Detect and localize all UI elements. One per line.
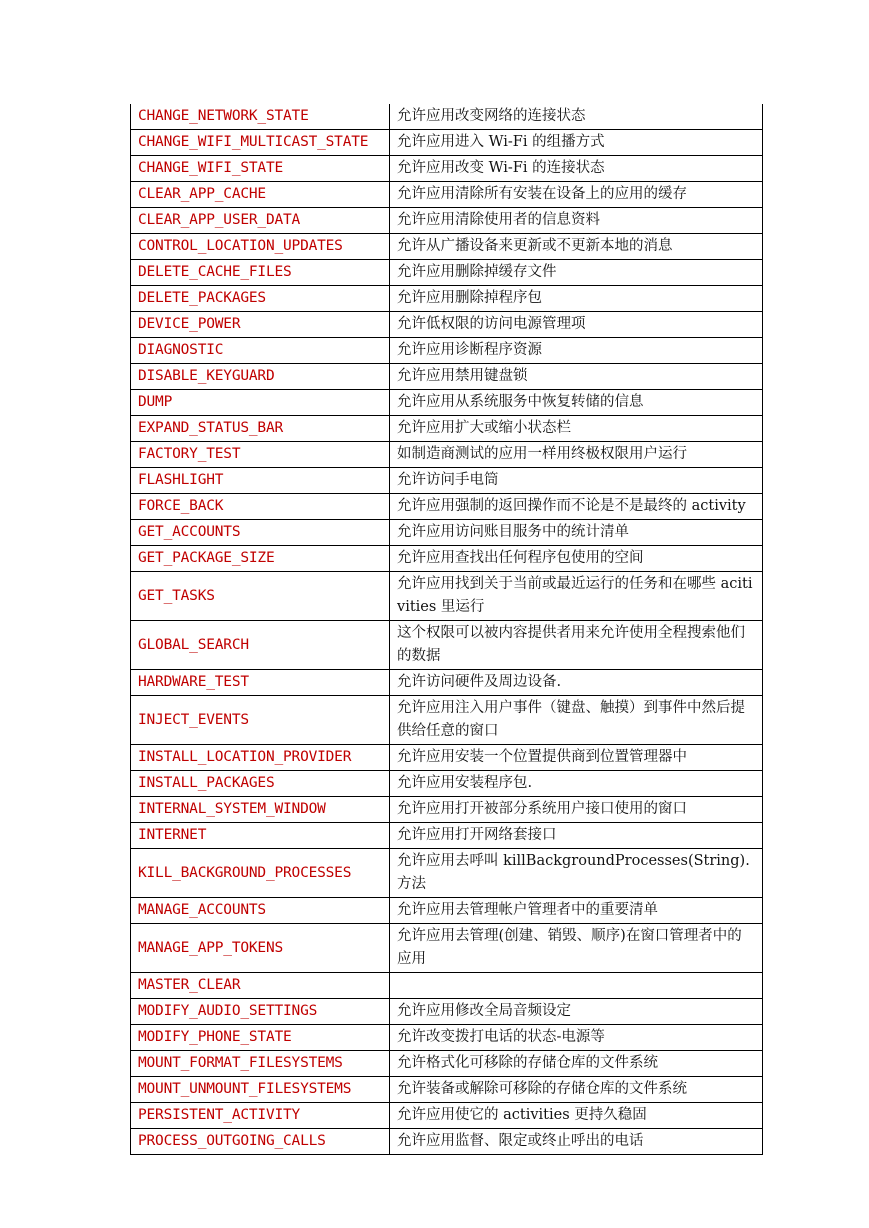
permission-description: 允许应用使它的 activities 更持久稳固: [390, 1103, 763, 1129]
permission-name: MOUNT_FORMAT_FILESYSTEMS: [131, 1051, 390, 1077]
permission-name: GET_PACKAGE_SIZE: [131, 546, 390, 572]
permission-description: 允许应用清除所有安装在设备上的应用的缓存: [390, 182, 763, 208]
permission-name: CHANGE_NETWORK_STATE: [131, 104, 390, 130]
permission-table: [130, 104, 763, 1155]
permission-description: 允许应用注入用户事件（键盘、触摸）到事件中然后提供给任意的窗口: [390, 696, 763, 745]
table-row: [131, 208, 763, 234]
permission-name: DELETE_PACKAGES: [131, 286, 390, 312]
permission-description: 允许应用找到关于当前或最近运行的任务和在哪些 acitivities 里运行: [390, 572, 763, 621]
permission-description: 允许应用修改全局音频设定: [390, 999, 763, 1025]
permission-description: 允许应用访问账目服务中的统计清单: [390, 520, 763, 546]
permission-name: INSTALL_LOCATION_PROVIDER: [131, 745, 390, 771]
table-row: [131, 416, 763, 442]
table-row: [131, 924, 763, 973]
table-row: [131, 338, 763, 364]
table-row: [131, 468, 763, 494]
permission-name: MODIFY_PHONE_STATE: [131, 1025, 390, 1051]
table-row: [131, 823, 763, 849]
table-row: [131, 1051, 763, 1077]
permission-description: 允许从广播设备来更新或不更新本地的消息: [390, 234, 763, 260]
permission-description: 允许应用去管理(创建、销毁、顺序)在窗口管理者中的应用: [390, 924, 763, 973]
permission-description: 允许装备或解除可移除的存储仓库的文件系统: [390, 1077, 763, 1103]
permission-name: FORCE_BACK: [131, 494, 390, 520]
permission-description: 允许应用打开被部分系统用户接口使用的窗口: [390, 797, 763, 823]
permission-description: 允许访问手电筒: [390, 468, 763, 494]
permission-name: FLASHLIGHT: [131, 468, 390, 494]
permission-name: HARDWARE_TEST: [131, 670, 390, 696]
permission-name: EXPAND_STATUS_BAR: [131, 416, 390, 442]
permission-description: 允许应用清除使用者的信息资料: [390, 208, 763, 234]
permission-description: 允许应用禁用键盘锁: [390, 364, 763, 390]
table-row: [131, 572, 763, 621]
permission-name: INJECT_EVENTS: [131, 696, 390, 745]
permission-description: 允许应用改变网络的连接状态: [390, 104, 763, 130]
table-row: [131, 898, 763, 924]
permission-description: [390, 973, 763, 999]
permission-description: 允许应用诊断程序资源: [390, 338, 763, 364]
table-row: [131, 797, 763, 823]
table-row: [131, 1025, 763, 1051]
permission-name: KILL_BACKGROUND_PROCESSES: [131, 849, 390, 898]
table-row: [131, 621, 763, 670]
permission-description: 允许格式化可移除的存储仓库的文件系统: [390, 1051, 763, 1077]
table-row: [131, 442, 763, 468]
permission-name: CLEAR_APP_CACHE: [131, 182, 390, 208]
permission-name: MOUNT_UNMOUNT_FILESYSTEMS: [131, 1077, 390, 1103]
table-row: [131, 1077, 763, 1103]
table-row: [131, 745, 763, 771]
table-row: [131, 520, 763, 546]
permission-name: MASTER_CLEAR: [131, 973, 390, 999]
permission-description: 如制造商测试的应用一样用终极权限用户运行: [390, 442, 763, 468]
table-row: [131, 670, 763, 696]
table-row: [131, 849, 763, 898]
permission-description: 允许访问硬件及周边设备.: [390, 670, 763, 696]
table-row: [131, 973, 763, 999]
permission-description: 允许应用从系统服务中恢复转储的信息: [390, 390, 763, 416]
table-row: [131, 260, 763, 286]
permission-description: 允许应用查找出任何程序包使用的空间: [390, 546, 763, 572]
permission-name: DEVICE_POWER: [131, 312, 390, 338]
permission-description: 允许低权限的访问电源管理项: [390, 312, 763, 338]
permission-name: MODIFY_AUDIO_SETTINGS: [131, 999, 390, 1025]
permission-name: DIAGNOSTIC: [131, 338, 390, 364]
table-row: [131, 182, 763, 208]
permission-name: DELETE_CACHE_FILES: [131, 260, 390, 286]
permission-description: 允许应用去呼叫 killBackgroundProcesses(String).方法: [390, 849, 763, 898]
permission-description: 允许应用删除掉缓存文件: [390, 260, 763, 286]
permission-table-body: [131, 104, 763, 1155]
permission-name: PROCESS_OUTGOING_CALLS: [131, 1129, 390, 1155]
permission-description: 允许应用监督、限定或终止呼出的电话: [390, 1129, 763, 1155]
permission-description: 允许应用安装一个位置提供商到位置管理器中: [390, 745, 763, 771]
permission-description: 允许应用打开网络套接口: [390, 823, 763, 849]
permission-name: MANAGE_APP_TOKENS: [131, 924, 390, 973]
permission-description: 允许应用安装程序包.: [390, 771, 763, 797]
permission-description: 允许应用扩大或缩小状态栏: [390, 416, 763, 442]
table-row: [131, 130, 763, 156]
permission-name: PERSISTENT_ACTIVITY: [131, 1103, 390, 1129]
permission-description: 允许应用进入 Wi-Fi 的组播方式: [390, 130, 763, 156]
table-row: [131, 156, 763, 182]
table-row: [131, 312, 763, 338]
permission-description: 允许改变拨打电话的状态-电源等: [390, 1025, 763, 1051]
permission-name: INSTALL_PACKAGES: [131, 771, 390, 797]
permission-name: GET_ACCOUNTS: [131, 520, 390, 546]
permission-name: CHANGE_WIFI_STATE: [131, 156, 390, 182]
table-row: [131, 771, 763, 797]
permission-name: FACTORY_TEST: [131, 442, 390, 468]
table-row: [131, 1129, 763, 1155]
permission-description: 这个权限可以被内容提供者用来允许使用全程搜索他们的数据: [390, 621, 763, 670]
permission-name: DISABLE_KEYGUARD: [131, 364, 390, 390]
table-row: [131, 390, 763, 416]
table-row: [131, 546, 763, 572]
table-row: [131, 104, 763, 130]
permission-name: CHANGE_WIFI_MULTICAST_STATE: [131, 130, 390, 156]
permission-name: GLOBAL_SEARCH: [131, 621, 390, 670]
permission-name: DUMP: [131, 390, 390, 416]
table-row: [131, 286, 763, 312]
permission-description: 允许应用删除掉程序包: [390, 286, 763, 312]
permission-name: CONTROL_LOCATION_UPDATES: [131, 234, 390, 260]
table-row: [131, 1103, 763, 1129]
permission-name: INTERNET: [131, 823, 390, 849]
permission-name: GET_TASKS: [131, 572, 390, 621]
permission-description: 允许应用改变 Wi-Fi 的连接状态: [390, 156, 763, 182]
permission-description: 允许应用强制的返回操作而不论是不是最终的 activity: [390, 494, 763, 520]
permission-description: 允许应用去管理帐户管理者中的重要清单: [390, 898, 763, 924]
table-row: [131, 234, 763, 260]
table-row: [131, 364, 763, 390]
permission-name: CLEAR_APP_USER_DATA: [131, 208, 390, 234]
permission-name: INTERNAL_SYSTEM_WINDOW: [131, 797, 390, 823]
table-row: [131, 494, 763, 520]
permission-name: MANAGE_ACCOUNTS: [131, 898, 390, 924]
table-row: [131, 999, 763, 1025]
table-row: [131, 696, 763, 745]
